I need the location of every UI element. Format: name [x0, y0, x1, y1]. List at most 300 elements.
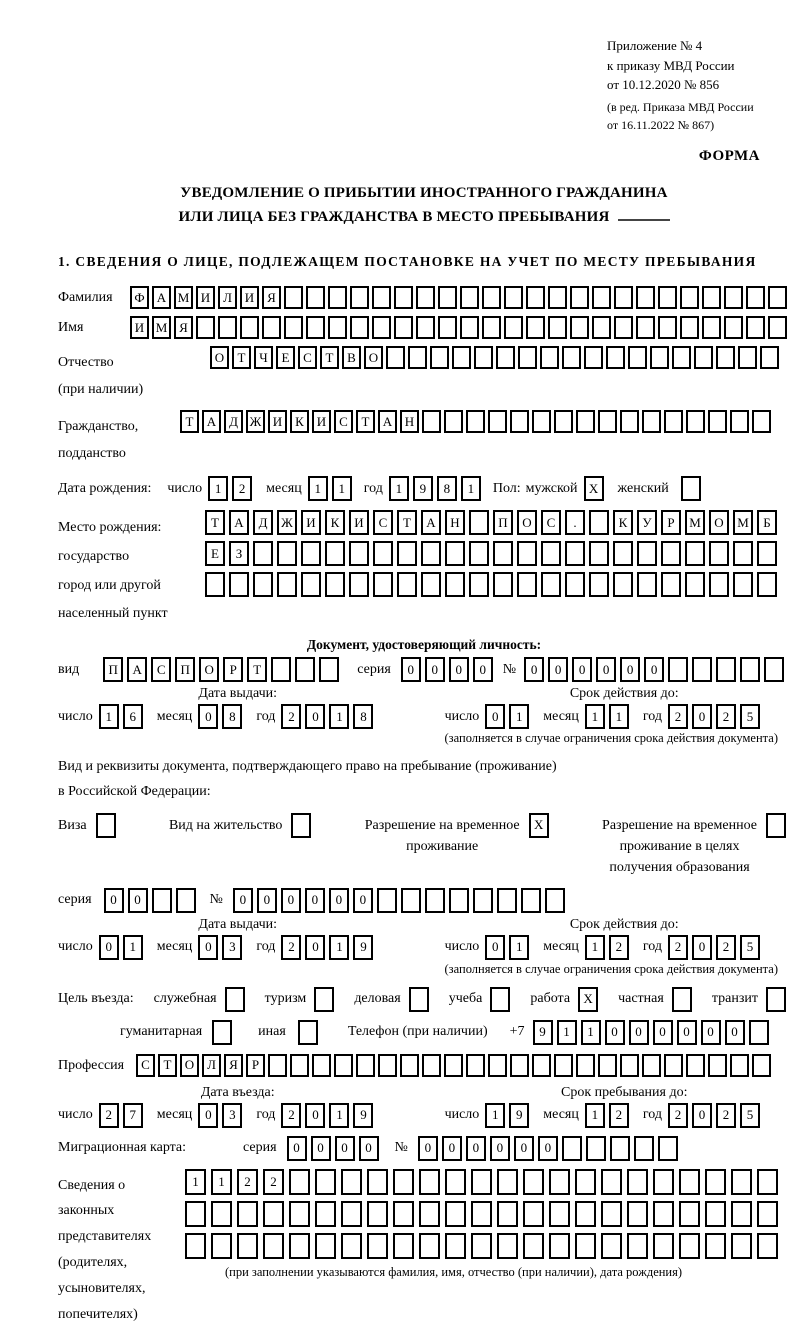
purpose-private-checkbox[interactable]	[672, 987, 692, 1012]
cell[interactable]	[731, 1169, 752, 1195]
cell[interactable]: 0	[104, 888, 124, 913]
cell[interactable]: О	[180, 1054, 199, 1077]
cell[interactable]: 1	[557, 1020, 577, 1045]
cell[interactable]	[372, 316, 391, 339]
cell[interactable]	[733, 541, 753, 566]
cell[interactable]: Л	[218, 286, 237, 309]
cell[interactable]	[425, 888, 445, 913]
cell[interactable]: 2	[716, 704, 736, 729]
cell[interactable]: 2	[237, 1169, 258, 1195]
cell[interactable]	[419, 1233, 440, 1259]
cell[interactable]: 0	[305, 704, 325, 729]
cell[interactable]	[584, 346, 603, 369]
cell[interactable]	[526, 286, 545, 309]
cell[interactable]	[289, 1233, 310, 1259]
cell[interactable]	[549, 1169, 570, 1195]
cell[interactable]: 2	[263, 1169, 284, 1195]
cell[interactable]: 0	[287, 1136, 307, 1161]
cell[interactable]: 1	[585, 935, 605, 960]
cell[interactable]	[705, 1169, 726, 1195]
cell[interactable]: 5	[740, 1103, 760, 1128]
temp-permit-checkbox[interactable]: X	[529, 813, 549, 838]
cell[interactable]: У	[637, 510, 657, 535]
cell[interactable]	[400, 1054, 419, 1077]
cell[interactable]: 0	[305, 888, 325, 913]
cell[interactable]: Д	[253, 510, 273, 535]
cell[interactable]: 0	[233, 888, 253, 913]
cell[interactable]	[471, 1169, 492, 1195]
cell[interactable]: 0	[514, 1136, 534, 1161]
cell[interactable]	[680, 286, 699, 309]
cell[interactable]	[705, 1201, 726, 1227]
cell[interactable]	[517, 572, 537, 597]
cell[interactable]: З	[229, 541, 249, 566]
cell[interactable]: 5	[740, 704, 760, 729]
cell[interactable]	[271, 657, 291, 682]
cell[interactable]	[341, 1169, 362, 1195]
cell[interactable]	[586, 1136, 606, 1161]
cell[interactable]: 8	[222, 704, 242, 729]
cell[interactable]: 2	[232, 476, 252, 501]
cell[interactable]: И	[240, 286, 259, 309]
cell[interactable]	[349, 572, 369, 597]
cell[interactable]: Т	[320, 346, 339, 369]
cell[interactable]	[394, 286, 413, 309]
cell[interactable]	[746, 316, 765, 339]
cell[interactable]	[518, 346, 537, 369]
cell[interactable]	[263, 1233, 284, 1259]
cell[interactable]	[325, 541, 345, 566]
cell[interactable]: 0	[605, 1020, 625, 1045]
cell[interactable]	[562, 346, 581, 369]
cell[interactable]	[724, 286, 743, 309]
cell[interactable]	[253, 541, 273, 566]
cell[interactable]	[290, 1054, 309, 1077]
cell[interactable]: Т	[232, 346, 251, 369]
cell[interactable]: 0	[359, 1136, 379, 1161]
cell[interactable]	[301, 541, 321, 566]
cell[interactable]	[672, 346, 691, 369]
cell[interactable]	[430, 346, 449, 369]
cell[interactable]	[627, 1201, 648, 1227]
cell[interactable]	[421, 541, 441, 566]
cell[interactable]	[497, 1201, 518, 1227]
cell[interactable]: 0	[620, 657, 640, 682]
cell[interactable]: 0	[572, 657, 592, 682]
cell[interactable]	[482, 286, 501, 309]
cell[interactable]	[473, 888, 493, 913]
cell[interactable]: С	[541, 510, 561, 535]
cell[interactable]	[658, 286, 677, 309]
cell[interactable]	[497, 1233, 518, 1259]
cell[interactable]	[598, 410, 617, 433]
cell[interactable]: Ж	[277, 510, 297, 535]
cell[interactable]: О	[364, 346, 383, 369]
cell[interactable]	[315, 1201, 336, 1227]
cell[interactable]: 2	[668, 1103, 688, 1128]
cell[interactable]	[724, 316, 743, 339]
cell[interactable]	[393, 1169, 414, 1195]
cell[interactable]	[730, 1054, 749, 1077]
cell[interactable]	[610, 1136, 630, 1161]
cell[interactable]: Ж	[246, 410, 265, 433]
cell[interactable]	[315, 1169, 336, 1195]
cell[interactable]	[497, 888, 517, 913]
cell[interactable]	[349, 541, 369, 566]
cell[interactable]	[521, 888, 541, 913]
purpose-business-checkbox[interactable]	[225, 987, 245, 1012]
cell[interactable]	[218, 316, 237, 339]
cell[interactable]	[471, 1233, 492, 1259]
cell[interactable]	[554, 1054, 573, 1077]
cell[interactable]: А	[127, 657, 147, 682]
cell[interactable]: 1	[509, 935, 529, 960]
cell[interactable]: Я	[174, 316, 193, 339]
cell[interactable]: 3	[222, 935, 242, 960]
cell[interactable]	[752, 1054, 771, 1077]
cell[interactable]	[731, 1201, 752, 1227]
cell[interactable]	[469, 541, 489, 566]
cell[interactable]	[452, 346, 471, 369]
cell[interactable]: 8	[353, 704, 373, 729]
cell[interactable]	[504, 286, 523, 309]
cell[interactable]	[650, 346, 669, 369]
cell[interactable]	[685, 541, 705, 566]
cell[interactable]	[523, 1233, 544, 1259]
cell[interactable]: 1	[185, 1169, 206, 1195]
cell[interactable]: К	[613, 510, 633, 535]
cell[interactable]: 0	[538, 1136, 558, 1161]
cell[interactable]: 9	[353, 1103, 373, 1128]
purpose-transit-checkbox[interactable]	[766, 987, 786, 1012]
sex-female-checkbox[interactable]	[681, 476, 701, 501]
cell[interactable]	[642, 410, 661, 433]
cell[interactable]	[449, 888, 469, 913]
cell[interactable]	[733, 572, 753, 597]
cell[interactable]: 5	[740, 935, 760, 960]
cell[interactable]	[460, 316, 479, 339]
cell[interactable]	[356, 1054, 375, 1077]
cell[interactable]: С	[151, 657, 171, 682]
cell[interactable]	[469, 510, 489, 535]
cell[interactable]: П	[493, 510, 513, 535]
cell[interactable]	[768, 316, 787, 339]
cell[interactable]: 0	[257, 888, 277, 913]
cell[interactable]	[315, 1233, 336, 1259]
cell[interactable]: А	[229, 510, 249, 535]
cell[interactable]	[613, 572, 633, 597]
cell[interactable]	[664, 1054, 683, 1077]
cell[interactable]: И	[268, 410, 287, 433]
cell[interactable]	[152, 888, 172, 913]
cell[interactable]	[730, 410, 749, 433]
cell[interactable]	[268, 1054, 287, 1077]
purpose-tourism-checkbox[interactable]	[314, 987, 334, 1012]
sex-male-checkbox[interactable]: X	[584, 476, 604, 501]
cell[interactable]: 0	[305, 1103, 325, 1128]
cell[interactable]	[679, 1233, 700, 1259]
cell[interactable]: 2	[99, 1103, 119, 1128]
cell[interactable]	[301, 572, 321, 597]
cell[interactable]	[540, 346, 559, 369]
cell[interactable]: 0	[198, 1103, 218, 1128]
cell[interactable]	[757, 1169, 778, 1195]
cell[interactable]: 2	[716, 1103, 736, 1128]
cell[interactable]	[373, 572, 393, 597]
cell[interactable]	[575, 1233, 596, 1259]
cell[interactable]	[350, 286, 369, 309]
cell[interactable]: 9	[413, 476, 433, 501]
cell[interactable]: 1	[609, 704, 629, 729]
cell[interactable]: 0	[449, 657, 469, 682]
cell[interactable]	[253, 572, 273, 597]
cell[interactable]	[185, 1201, 206, 1227]
cell[interactable]: П	[103, 657, 123, 682]
cell[interactable]	[653, 1169, 674, 1195]
cell[interactable]	[277, 541, 297, 566]
cell[interactable]: И	[301, 510, 321, 535]
cell[interactable]	[422, 1054, 441, 1077]
cell[interactable]: К	[290, 410, 309, 433]
cell[interactable]: Р	[223, 657, 243, 682]
cell[interactable]	[661, 572, 681, 597]
cell[interactable]	[627, 1233, 648, 1259]
cell[interactable]: Я	[262, 286, 281, 309]
cell[interactable]	[517, 541, 537, 566]
cell[interactable]	[570, 286, 589, 309]
cell[interactable]: Л	[202, 1054, 221, 1077]
cell[interactable]	[637, 541, 657, 566]
cell[interactable]	[397, 541, 417, 566]
cell[interactable]	[708, 1054, 727, 1077]
cell[interactable]	[601, 1169, 622, 1195]
cell[interactable]	[185, 1233, 206, 1259]
cell[interactable]	[493, 572, 513, 597]
purpose-commercial-checkbox[interactable]	[409, 987, 429, 1012]
cell[interactable]	[664, 410, 683, 433]
cell[interactable]: 0	[418, 1136, 438, 1161]
cell[interactable]: О	[517, 510, 537, 535]
cell[interactable]	[658, 316, 677, 339]
cell[interactable]: 0	[329, 888, 349, 913]
cell[interactable]: 1	[485, 1103, 505, 1128]
cell[interactable]	[510, 1054, 529, 1077]
cell[interactable]	[532, 410, 551, 433]
cell[interactable]: 1	[329, 1103, 349, 1128]
cell[interactable]	[636, 286, 655, 309]
cell[interactable]: И	[130, 316, 149, 339]
cell[interactable]	[592, 286, 611, 309]
cell[interactable]	[768, 286, 787, 309]
cell[interactable]	[469, 572, 489, 597]
cell[interactable]: 2	[716, 935, 736, 960]
cell[interactable]	[760, 346, 779, 369]
cell[interactable]	[589, 572, 609, 597]
cell[interactable]: 1	[585, 1103, 605, 1128]
cell[interactable]	[367, 1233, 388, 1259]
cell[interactable]	[705, 1233, 726, 1259]
purpose-study-checkbox[interactable]	[490, 987, 510, 1012]
cell[interactable]	[504, 316, 523, 339]
cell[interactable]: В	[342, 346, 361, 369]
cell[interactable]: 1	[208, 476, 228, 501]
cell[interactable]	[378, 1054, 397, 1077]
cell[interactable]	[262, 316, 281, 339]
cell[interactable]	[680, 316, 699, 339]
cell[interactable]	[523, 1201, 544, 1227]
cell[interactable]	[757, 541, 777, 566]
cell[interactable]	[562, 1136, 582, 1161]
cell[interactable]	[614, 286, 633, 309]
cell[interactable]: 0	[198, 704, 218, 729]
cell[interactable]	[757, 1201, 778, 1227]
cell[interactable]	[205, 572, 225, 597]
cell[interactable]: 0	[335, 1136, 355, 1161]
cell[interactable]	[589, 510, 609, 535]
cell[interactable]: 0	[442, 1136, 462, 1161]
cell[interactable]: Т	[247, 657, 267, 682]
cell[interactable]	[716, 657, 736, 682]
cell[interactable]: 0	[425, 657, 445, 682]
cell[interactable]: П	[175, 657, 195, 682]
cell[interactable]	[614, 316, 633, 339]
cell[interactable]: О	[199, 657, 219, 682]
cell[interactable]: 0	[485, 935, 505, 960]
cell[interactable]: Ф	[130, 286, 149, 309]
cell[interactable]	[642, 1054, 661, 1077]
cell[interactable]	[757, 1233, 778, 1259]
cell[interactable]	[628, 346, 647, 369]
cell[interactable]: 0	[677, 1020, 697, 1045]
cell[interactable]	[752, 410, 771, 433]
cell[interactable]: М	[152, 316, 171, 339]
cell[interactable]: К	[325, 510, 345, 535]
cell[interactable]	[377, 888, 397, 913]
cell[interactable]: 0	[629, 1020, 649, 1045]
cell[interactable]	[613, 541, 633, 566]
cell[interactable]	[306, 316, 325, 339]
cell[interactable]: 1	[211, 1169, 232, 1195]
cell[interactable]: А	[378, 410, 397, 433]
cell[interactable]: 1	[329, 704, 349, 729]
cell[interactable]	[601, 1233, 622, 1259]
cell[interactable]	[488, 1054, 507, 1077]
cell[interactable]	[416, 286, 435, 309]
cell[interactable]: 0	[311, 1136, 331, 1161]
cell[interactable]: Р	[661, 510, 681, 535]
cell[interactable]	[532, 1054, 551, 1077]
cell[interactable]: Т	[356, 410, 375, 433]
cell[interactable]	[240, 316, 259, 339]
cell[interactable]	[438, 316, 457, 339]
cell[interactable]: 2	[668, 704, 688, 729]
cell[interactable]: И	[312, 410, 331, 433]
cell[interactable]	[708, 410, 727, 433]
cell[interactable]: Д	[224, 410, 243, 433]
cell[interactable]: Р	[246, 1054, 265, 1077]
cell[interactable]	[466, 410, 485, 433]
cell[interactable]	[592, 316, 611, 339]
cell[interactable]: А	[421, 510, 441, 535]
edu-permit-checkbox[interactable]	[766, 813, 786, 838]
cell[interactable]	[237, 1201, 258, 1227]
cell[interactable]	[692, 657, 712, 682]
cell[interactable]: 1	[509, 704, 529, 729]
cell[interactable]: 2	[668, 935, 688, 960]
cell[interactable]: 1	[332, 476, 352, 501]
cell[interactable]: 0	[548, 657, 568, 682]
cell[interactable]: Я	[224, 1054, 243, 1077]
purpose-work-checkbox[interactable]: X	[578, 987, 598, 1012]
cell[interactable]	[589, 541, 609, 566]
cell[interactable]	[460, 286, 479, 309]
cell[interactable]: 0	[524, 657, 544, 682]
cell[interactable]: 0	[644, 657, 664, 682]
cell[interactable]	[471, 1201, 492, 1227]
cell[interactable]	[444, 410, 463, 433]
cell[interactable]: О	[709, 510, 729, 535]
cell[interactable]	[523, 1169, 544, 1195]
cell[interactable]	[545, 888, 565, 913]
cell[interactable]: Е	[276, 346, 295, 369]
cell[interactable]: 0	[653, 1020, 673, 1045]
cell[interactable]: 1	[329, 935, 349, 960]
cell[interactable]: 0	[99, 935, 119, 960]
cell[interactable]: 0	[596, 657, 616, 682]
cell[interactable]	[709, 572, 729, 597]
cell[interactable]: Т	[397, 510, 417, 535]
cell[interactable]: М	[174, 286, 193, 309]
cell[interactable]: 2	[609, 935, 629, 960]
cell[interactable]: 1	[581, 1020, 601, 1045]
cell[interactable]	[702, 286, 721, 309]
cell[interactable]: М	[733, 510, 753, 535]
cell[interactable]	[634, 1136, 654, 1161]
cell[interactable]	[367, 1201, 388, 1227]
cell[interactable]: Е	[205, 541, 225, 566]
cell[interactable]: 0	[401, 657, 421, 682]
cell[interactable]	[620, 1054, 639, 1077]
cell[interactable]	[419, 1201, 440, 1227]
cell[interactable]: 0	[485, 704, 505, 729]
cell[interactable]	[445, 572, 465, 597]
cell[interactable]: 1	[389, 476, 409, 501]
cell[interactable]	[575, 1169, 596, 1195]
cell[interactable]: Т	[158, 1054, 177, 1077]
cell[interactable]: Ч	[254, 346, 273, 369]
cell[interactable]	[289, 1201, 310, 1227]
purpose-humanitarian-checkbox[interactable]	[212, 1020, 232, 1045]
cell[interactable]: А	[202, 410, 221, 433]
cell[interactable]	[445, 1233, 466, 1259]
cell[interactable]	[576, 410, 595, 433]
cell[interactable]	[565, 541, 585, 566]
cell[interactable]	[445, 1169, 466, 1195]
cell[interactable]	[679, 1201, 700, 1227]
cell[interactable]	[341, 1233, 362, 1259]
cell[interactable]	[549, 1233, 570, 1259]
cell[interactable]	[606, 346, 625, 369]
cell[interactable]	[620, 410, 639, 433]
cell[interactable]	[341, 1201, 362, 1227]
cell[interactable]: Н	[445, 510, 465, 535]
cell[interactable]	[482, 316, 501, 339]
cell[interactable]	[554, 410, 573, 433]
cell[interactable]	[526, 316, 545, 339]
visa-checkbox[interactable]	[96, 813, 116, 838]
cell[interactable]: 0	[692, 935, 712, 960]
cell[interactable]: 2	[281, 1103, 301, 1128]
